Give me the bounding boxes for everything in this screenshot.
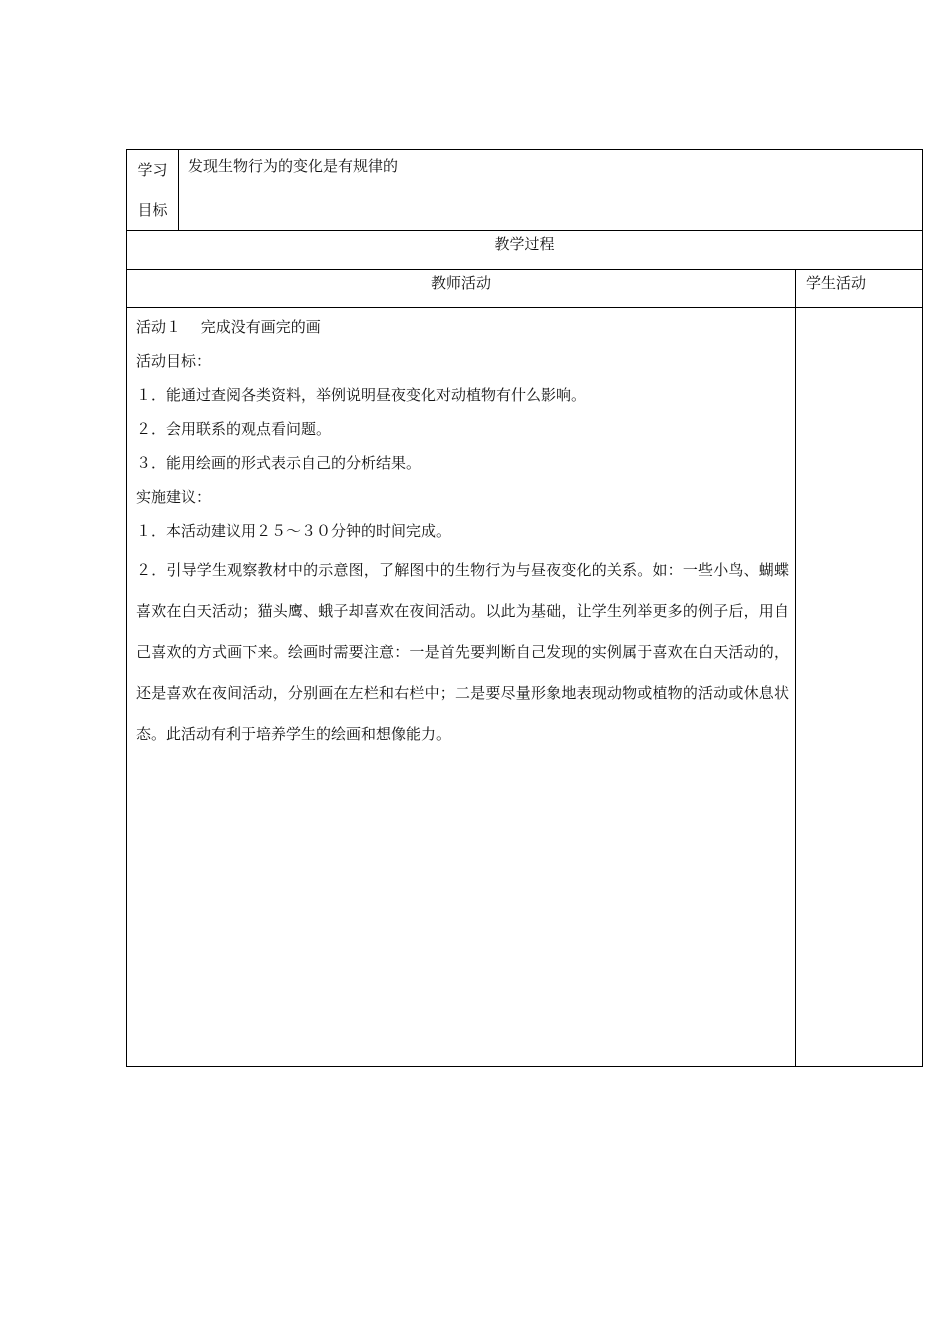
goal-label-line2: 目标 — [137, 201, 168, 219]
objective-item: ２．会用联系的观点看问题。 — [136, 420, 332, 438]
student-activity-cell — [796, 308, 923, 1067]
goal-text: 发现生物行为的变化是有规律的 — [188, 157, 399, 175]
goal-row — [127, 150, 923, 231]
process-title-row — [127, 231, 923, 270]
goal-text-cell — [179, 150, 923, 231]
objectives-heading: 活动目标： — [136, 352, 212, 370]
suggestion-item: １．本活动建议用２５～３０分钟的时间完成。 — [136, 522, 452, 540]
teacher-activity-cell — [127, 308, 796, 1067]
objective-item: １．能通过查阅各类资料，举例说明昼夜变化对动植物有什么影响。 — [136, 386, 587, 404]
column-header-row — [127, 270, 923, 308]
lesson-plan-table — [126, 149, 923, 1067]
student-activity-header: 学生活动 — [796, 270, 923, 308]
process-title: 教学过程 — [127, 231, 923, 270]
goal-label-line1: 学习 — [137, 161, 168, 179]
objective-item: ３．能用绘画的形式表示自己的分析结果。 — [136, 454, 422, 472]
suggestion-paragraph: ２．引导学生观察教材中的示意图，了解图中的生物行为与昼夜变化的关系。如：一些小鸟、蝴蝶喜欢在白天活动；猫头鹰、蛾子却喜欢在夜间活动。以此为基础，让学生列举更多的例子后，用自己喜欢的方式画下来。绘画时需要注意：一是首先要判断自己发现的实例属于喜欢在白天活动的，还是喜欢在夜间活动，分别画在左栏和右栏中；二是要尽量形象地表现动物或植物的活动或休息状态。此活动有利于培养学生的绘画和想像能力。 — [136, 561, 789, 743]
suggestions-heading: 实施建议： — [136, 488, 212, 506]
activity-row — [127, 308, 923, 1067]
activity-title: 活动１ 完成没有画完的画 — [136, 318, 321, 336]
teacher-activity-header: 教师活动 — [127, 270, 796, 308]
goal-label-cell — [127, 150, 179, 231]
